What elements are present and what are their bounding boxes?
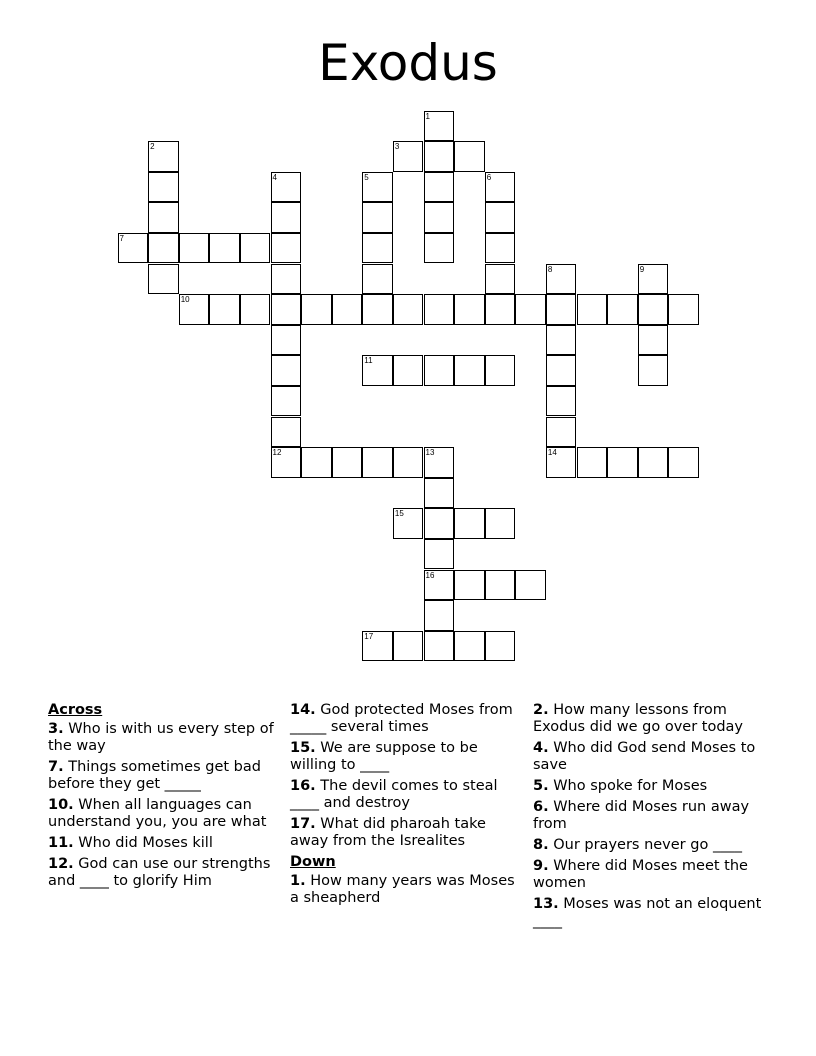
grid-cell[interactable] xyxy=(362,355,393,386)
clue-text: Where did Moses meet the women xyxy=(533,858,748,891)
grid-cell[interactable] xyxy=(148,141,179,172)
grid-cell[interactable] xyxy=(362,202,393,233)
grid-cell[interactable] xyxy=(118,233,149,264)
clues-column-1 xyxy=(48,702,283,894)
grid-cell[interactable] xyxy=(271,355,302,386)
down-clue xyxy=(533,778,768,795)
clue-number: 7. xyxy=(48,759,64,775)
across-heading: Across xyxy=(48,702,103,718)
grid-cell[interactable] xyxy=(424,478,455,509)
grid-cell[interactable] xyxy=(393,508,424,539)
down-clue xyxy=(533,740,768,774)
grid-cell[interactable] xyxy=(179,233,210,264)
across-clue xyxy=(48,835,283,852)
grid-cell[interactable] xyxy=(424,233,455,264)
cell-number: 10 xyxy=(180,295,190,305)
grid-cell[interactable] xyxy=(638,447,669,478)
clue-text: The devil comes to steal ____ and destroy xyxy=(290,778,498,811)
grid-cell[interactable] xyxy=(546,417,577,448)
clue-text: Who did God send Moses to save xyxy=(533,740,756,773)
grid-cell[interactable] xyxy=(485,264,516,295)
grid-cell[interactable] xyxy=(485,172,516,203)
clue-number: 10. xyxy=(48,797,74,813)
grid-cell[interactable] xyxy=(209,294,240,325)
puzzle-title: Exodus xyxy=(318,34,498,92)
across-clue xyxy=(290,816,525,850)
grid-cell[interactable] xyxy=(638,325,669,356)
across-clue xyxy=(48,759,283,793)
grid-cell[interactable] xyxy=(424,447,455,478)
grid-cell[interactable] xyxy=(485,570,516,601)
grid-cell[interactable] xyxy=(485,631,516,662)
cell-number: 12 xyxy=(272,448,282,458)
grid-cell[interactable] xyxy=(577,447,608,478)
grid-cell[interactable] xyxy=(362,447,393,478)
grid-cell[interactable] xyxy=(179,294,210,325)
grid-cell[interactable] xyxy=(668,447,699,478)
grid-cell[interactable] xyxy=(668,294,699,325)
grid-cell[interactable] xyxy=(546,325,577,356)
grid-cell[interactable] xyxy=(546,264,577,295)
grid-cell[interactable] xyxy=(485,202,516,233)
grid-cell[interactable] xyxy=(240,294,271,325)
down-clue xyxy=(533,896,768,930)
grid-cell[interactable] xyxy=(362,264,393,295)
grid-cell[interactable] xyxy=(240,233,271,264)
clue-text: What did pharoah take away from the Isrealites xyxy=(290,816,486,849)
grid-cell[interactable] xyxy=(454,294,485,325)
grid-cell[interactable] xyxy=(424,294,455,325)
grid-cell[interactable] xyxy=(424,172,455,203)
clue-number: 11. xyxy=(48,835,74,851)
clue-number: 14. xyxy=(290,702,316,718)
grid-cell[interactable] xyxy=(454,631,485,662)
cell-number: 5 xyxy=(364,172,369,182)
cell-number: 2 xyxy=(150,142,155,152)
clue-text: When all languages can understand you, you are what xyxy=(48,797,267,830)
clue-text: Moses was not an eloquent ____ xyxy=(533,896,762,929)
grid-cell[interactable] xyxy=(209,233,240,264)
clue-number: 6. xyxy=(533,799,549,815)
grid-cell[interactable] xyxy=(271,264,302,295)
clue-number: 4. xyxy=(533,740,549,756)
grid-cell[interactable] xyxy=(271,447,302,478)
grid-cell[interactable] xyxy=(424,508,455,539)
cell-number: 11 xyxy=(364,356,373,366)
clue-number: 9. xyxy=(533,858,549,874)
cell-number: 1 xyxy=(425,111,430,121)
across-clue xyxy=(48,797,283,831)
clues-column-2 xyxy=(290,702,525,911)
cell-number: 3 xyxy=(394,142,400,152)
across-clue xyxy=(290,778,525,812)
grid-cell[interactable] xyxy=(485,233,516,264)
grid-cell[interactable] xyxy=(515,570,546,601)
grid-cell[interactable] xyxy=(271,294,302,325)
clue-text: We are suppose to be willing to ____ xyxy=(290,740,478,773)
grid-cell[interactable] xyxy=(271,202,302,233)
clue-number: 2. xyxy=(533,702,549,718)
grid-cell[interactable] xyxy=(393,141,424,172)
down-clue xyxy=(533,837,768,854)
grid-cell[interactable] xyxy=(271,417,302,448)
grid-cell[interactable] xyxy=(454,508,485,539)
across-clue xyxy=(290,740,525,774)
clue-text: God can use our strengths and ____ to glorify Him xyxy=(48,856,271,889)
cell-number: 6 xyxy=(486,172,492,182)
clue-text: How many years was Moses a sheapherd xyxy=(290,873,515,906)
across-clue xyxy=(48,856,283,890)
clue-number: 3. xyxy=(48,721,64,737)
grid-cell[interactable] xyxy=(424,141,455,172)
grid-cell[interactable] xyxy=(271,172,302,203)
grid-cell[interactable] xyxy=(424,355,455,386)
clue-number: 8. xyxy=(533,837,549,853)
cell-number: 15 xyxy=(394,509,404,519)
grid-cell[interactable] xyxy=(271,325,302,356)
grid-cell[interactable] xyxy=(454,355,485,386)
down-clue xyxy=(290,873,525,907)
cell-number: 4 xyxy=(272,172,277,182)
grid-cell[interactable] xyxy=(485,294,516,325)
grid-cell[interactable] xyxy=(148,233,179,264)
grid-cell[interactable] xyxy=(454,141,485,172)
grid-cell[interactable] xyxy=(546,355,577,386)
grid-cell[interactable] xyxy=(148,202,179,233)
grid-cell[interactable] xyxy=(393,447,424,478)
grid-cell[interactable] xyxy=(362,631,393,662)
grid-cell[interactable] xyxy=(485,355,516,386)
grid-cell[interactable] xyxy=(424,202,455,233)
clue-number: 16. xyxy=(290,778,316,794)
clue-text: Who is with us every step of the way xyxy=(48,721,274,754)
grid-cell[interactable] xyxy=(362,294,393,325)
grid-cell[interactable] xyxy=(638,294,669,325)
grid-cell[interactable] xyxy=(546,294,577,325)
cell-number: 8 xyxy=(547,264,553,274)
grid-cell[interactable] xyxy=(332,294,363,325)
across-clue xyxy=(290,702,525,736)
grid-cell[interactable] xyxy=(424,570,455,601)
grid-cell[interactable] xyxy=(607,447,638,478)
grid-cell[interactable] xyxy=(454,570,485,601)
grid-cell[interactable] xyxy=(546,386,577,417)
clue-number: 12. xyxy=(48,856,74,872)
grid-cell[interactable] xyxy=(424,111,455,142)
clue-text: God protected Moses from _____ several times xyxy=(290,702,513,735)
grid-cell[interactable] xyxy=(271,233,302,264)
grid-cell[interactable] xyxy=(393,631,424,662)
down-heading: Down xyxy=(290,854,336,870)
grid-cell[interactable] xyxy=(424,631,455,662)
cell-number: 7 xyxy=(119,233,124,243)
cell-number: 16 xyxy=(425,570,435,580)
clue-text: Where did Moses run away from xyxy=(533,799,750,832)
grid-cell[interactable] xyxy=(546,447,577,478)
clue-text: Our prayers never go ____ xyxy=(548,837,742,853)
grid-cell[interactable] xyxy=(362,233,393,264)
grid-cell[interactable] xyxy=(271,386,302,417)
cell-number: 17 xyxy=(364,631,374,641)
grid-cell[interactable] xyxy=(638,355,669,386)
clue-number: 13. xyxy=(533,896,559,912)
down-clue xyxy=(533,799,768,833)
grid-cell[interactable] xyxy=(148,172,179,203)
cell-number: 9 xyxy=(639,264,645,274)
grid-cell[interactable] xyxy=(638,264,669,295)
clue-number: 15. xyxy=(290,740,316,756)
clue-text: Who spoke for Moses xyxy=(548,778,708,794)
grid-cell[interactable] xyxy=(393,355,424,386)
grid-cell[interactable] xyxy=(607,294,638,325)
clue-text: Things sometimes get bad before they get _____ xyxy=(48,759,261,792)
grid-cell[interactable] xyxy=(485,508,516,539)
clue-text: How many lessons from Exodus did we go over today xyxy=(533,702,744,735)
clue-number: 5. xyxy=(533,778,549,794)
across-clue xyxy=(48,721,283,755)
down-clue xyxy=(533,702,768,736)
grid-cell[interactable] xyxy=(424,539,455,570)
clue-number: 1. xyxy=(290,873,306,889)
cell-number: 13 xyxy=(425,448,435,458)
clue-text: Who did Moses kill xyxy=(73,835,213,851)
clues-column-3 xyxy=(533,702,768,934)
grid-cell[interactable] xyxy=(577,294,608,325)
grid-cell[interactable] xyxy=(515,294,546,325)
grid-cell[interactable] xyxy=(301,294,332,325)
grid-cell[interactable] xyxy=(148,264,179,295)
cell-number: 14 xyxy=(547,448,557,458)
grid-cell[interactable] xyxy=(362,172,393,203)
grid-cell[interactable] xyxy=(393,294,424,325)
grid-cell[interactable] xyxy=(332,447,363,478)
clue-number: 17. xyxy=(290,816,316,832)
down-clue xyxy=(533,858,768,892)
grid-cell[interactable] xyxy=(424,600,455,631)
grid-cell[interactable] xyxy=(301,447,332,478)
